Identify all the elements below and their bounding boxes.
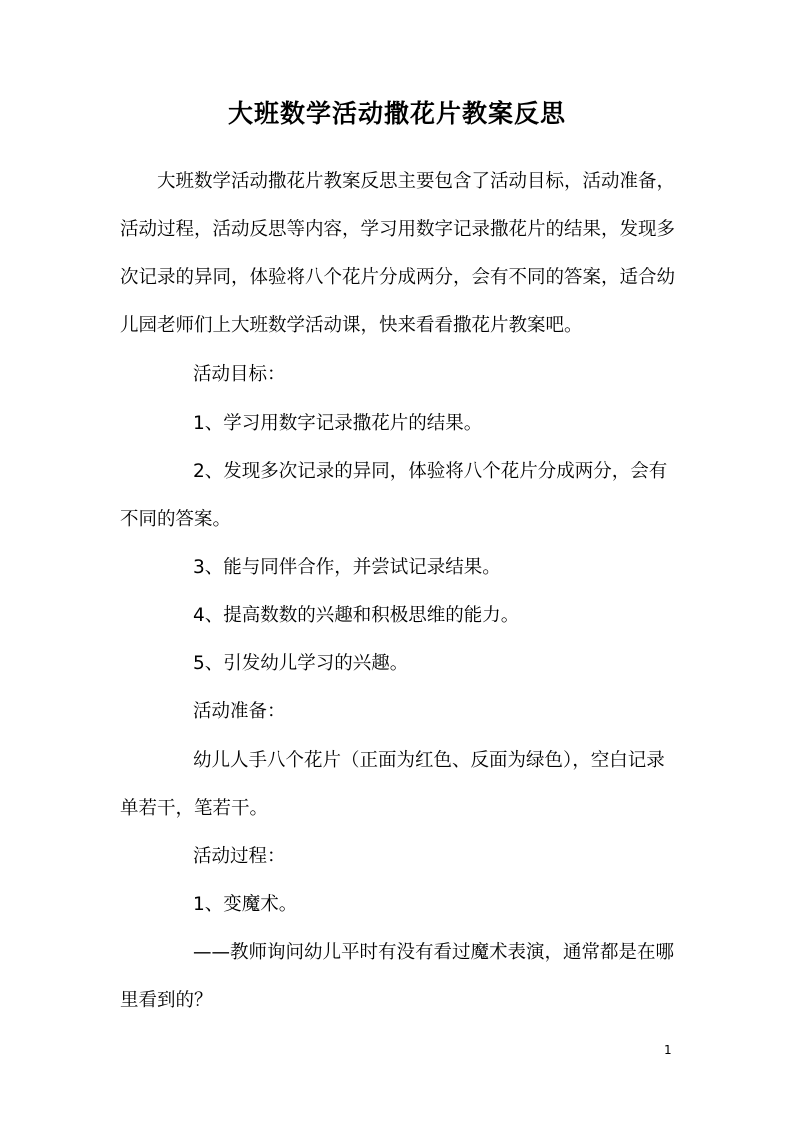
preparation-line-1: 幼儿人手八个花片（正面为红色、反面为绿色），空白记录 (193, 750, 665, 771)
intro-paragraph-line-2: 活动过程，活动反思等内容，学习用数字记录撒花片的结果，发现多 (120, 219, 676, 240)
goal-item-3: 3、能与同伴合作，并尝试记录结果。 (193, 557, 501, 578)
goal-item-2-line-1: 2、发现多次记录的异同，体验将八个花片分成两分，会有 (193, 461, 668, 482)
process-step-1-detail-line-1: ——教师询问幼儿平时有没有看过魔术表演，通常都是在哪 (193, 942, 675, 963)
goal-item-4: 4、提高数数的兴趣和积极思维的能力。 (193, 605, 520, 626)
section-heading-activity-preparation: 活动准备： (193, 701, 286, 722)
intro-paragraph-line-3: 次记录的异同，体验将八个花片分成两分，会有不同的答案，适合幼 (120, 267, 676, 288)
preparation-line-2: 单若干，笔若干。 (120, 798, 269, 819)
process-step-1-detail-line-2: 里看到的？ (120, 990, 213, 1011)
section-heading-activity-process: 活动过程： (193, 846, 286, 867)
intro-paragraph-line-1: 大班数学活动撒花片教案反思主要包含了活动目标，活动准备， (157, 171, 676, 192)
process-step-1: 1、变魔术。 (193, 894, 298, 915)
goal-item-1: 1、学习用数字记录撒花片的结果。 (193, 413, 483, 434)
intro-paragraph-line-4: 儿园老师们上大班数学活动课，快来看看撒花片教案吧。 (120, 315, 583, 336)
goal-item-5: 5、引发幼儿学习的兴趣。 (193, 653, 409, 674)
goal-item-2-line-2: 不同的答案。 (120, 509, 232, 530)
document-title: 大班数学活动撒花片教案反思 (227, 99, 566, 128)
page-number: 1 (664, 1043, 672, 1057)
section-heading-activity-goals: 活动目标： (193, 364, 286, 385)
